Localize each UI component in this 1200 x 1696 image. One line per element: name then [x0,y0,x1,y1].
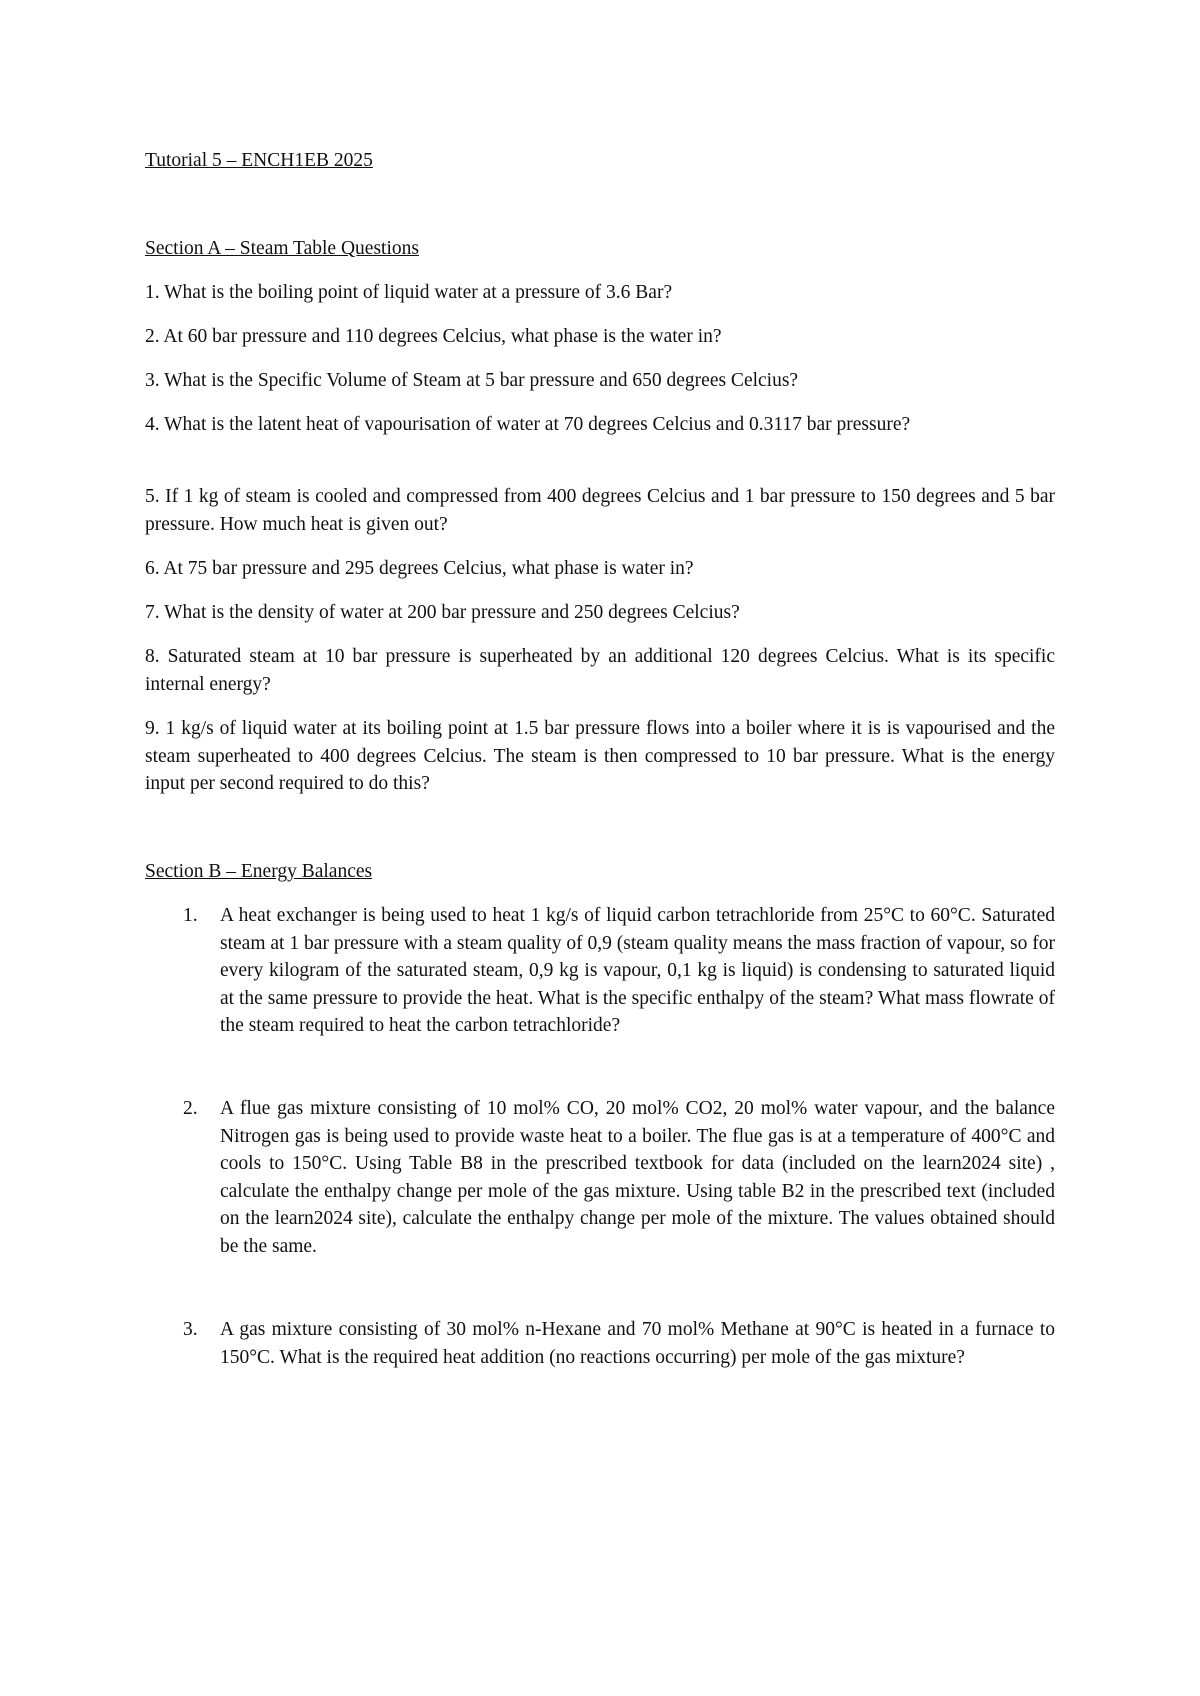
section-a-question-8: 8. Saturated steam at 10 bar pressure is superheated by an additional 120 degrees Celcius. What is its specific internal energy? [145,646,1055,695]
document-title: Tutorial 5 – ENCH1EB 2025 [145,150,373,171]
list-number: 1. [183,905,198,926]
list-number: 2. [183,1098,198,1119]
section-b-title: Section B – Energy Balances [145,861,373,882]
section-a-question-9: 9. 1 kg/s of liquid water at its boiling point at 1.5 bar pressure flows into a boiler where it is is vapourised and the steam superheated to 400 degrees Celcius. The steam is then compressed to 10 bar pressure. What is the energy input per second required to do this? [145,718,1055,794]
section-a-question-1: 1. What is the boiling point of liquid water at a pressure of 3.6 Bar? [145,282,673,303]
list-number: 3. [183,1319,198,1340]
section-a-question-6: 6. At 75 bar pressure and 295 degrees Celcius, what phase is water in? [145,558,694,579]
list-item-text: A heat exchanger is being used to heat 1 kg/s of liquid carbon tetrachloride from 25°C to 60°C. Saturated steam at 1 bar pressure with a steam quality of 0,9 (steam quality means the mass fraction of vapour, so for every kilogram of the saturated steam, 0,9 kg is vapour, 0,1 kg is liquid) is condensing to saturated liquid at the same pressure to provide the heat. What is the specific enthalpy of the steam? What mass flowrate of the steam required to heat the carbon tetrachloride? [220,905,1055,1036]
section-a-question-2: 2. At 60 bar pressure and 110 degrees Celcius, what phase is the water in? [145,326,722,347]
list-item-text: A flue gas mixture consisting of 10 mol% CO, 20 mol% CO2, 20 mol% water vapour, and the balance Nitrogen gas is being used to provide waste heat to a boiler. The flue gas is at a temperature of 400°C and cools to 150°C. Using Table B8 in the prescribed textbook for data (included on the learn2024 site) , calculate the enthalpy change per mole of the gas mixture. Using table B2 in the prescribed text (included on the learn2024 site), calculate the enthalpy change per mole of the mixture. The values obtained should be the same. [220,1098,1055,1257]
section-a-question-5: 5. If 1 kg of steam is cooled and compressed from 400 degrees Celcius and 1 bar pressure to 150 degrees and 5 bar pressure. How much heat is given out? [145,486,1055,535]
section-a-title: Section A – Steam Table Questions [145,238,419,259]
section-a-question-4: 4. What is the latent heat of vapourisation of water at 70 degrees Celcius and 0.3117 bar pressure? [145,414,911,435]
section-a-question-3: 3. What is the Specific Volume of Steam at 5 bar pressure and 650 degrees Celcius? [145,370,799,391]
section-a-question-7: 7. What is the density of water at 200 bar pressure and 250 degrees Celcius? [145,602,740,623]
list-item-text: A gas mixture consisting of 30 mol% n-Hexane and 70 mol% Methane at 90°C is heated in a furnace to 150°C. What is the required heat addition (no reactions occurring) per mole of the gas mixture? [220,1319,1055,1368]
